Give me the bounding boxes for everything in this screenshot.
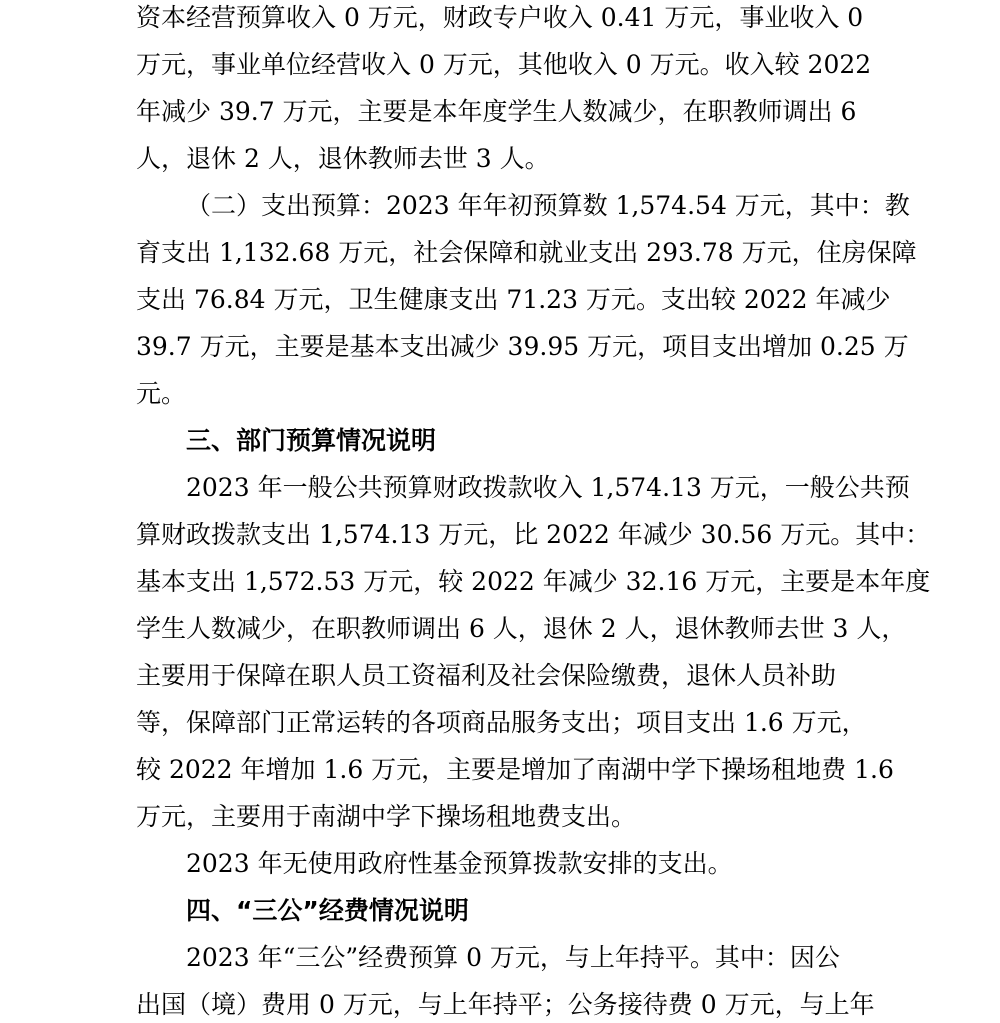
section-heading: 四、“三公”经费情况说明 [186, 896, 469, 925]
paragraph-line: 等，保障部门正常运转的各项商品服务支出；项目支出 1.6 万元， [136, 708, 867, 737]
paragraph-line: 出国（境）费用 0 万元，与上年持平；公务接待费 0 万元，与上年 [136, 990, 875, 1019]
paragraph-line: 主要用于保障在职人员工资福利及社会保险缴费，退休人员补助 [136, 661, 837, 690]
paragraph-line: 育支出 1,132.68 万元，社会保障和就业支出 293.78 万元，住房保障 [136, 238, 917, 267]
paragraph-line: 学生人数减少，在职教师调出 6 人，退休 2 人，退休教师去世 3 人， [136, 614, 907, 643]
paragraph-line: 基本支出 1,572.53 万元，较 2022 年减少 32.16 万元，主要是本年度 [136, 567, 931, 596]
paragraph-line: 资本经营预算收入 0 万元，财政专户收入 0.41 万元，事业收入 0 [136, 3, 864, 32]
paragraph-line: 人，退休 2 人，退休教师去世 3 人。 [136, 144, 550, 173]
paragraph-line: 年减少 39.7 万元，主要是本年度学生人数减少，在职教师调出 6 [136, 97, 857, 126]
paragraph-line: 万元，主要用于南湖中学下操场租地费支出。 [136, 802, 637, 831]
paragraph-line: 支出 76.84 万元，卫生健康支出 71.23 万元。支出较 2022 年减少 [136, 285, 891, 314]
paragraph-line: 较 2022 年增加 1.6 万元，主要是增加了南湖中学下操场租地费 1.6 [136, 755, 894, 784]
paragraph-line: 算财政拨款支出 1,574.13 万元，比 2022 年减少 30.56 万元。其中： [136, 520, 931, 549]
paragraph-line: 2023 年一般公共预算财政拨款收入 1,574.13 万元，一般公共预 [186, 473, 910, 502]
paragraph-line: 2023 年“三公”经费预算 0 万元，与上年持平。其中：因公 [186, 943, 840, 972]
paragraph-line: （二）支出预算：2023 年年初预算数 1,574.54 万元，其中：教 [186, 191, 910, 220]
paragraph-line: 39.7 万元，主要是基本支出减少 39.95 万元，项目支出增加 0.25 万 [136, 332, 909, 361]
paragraph-line: 万元，事业单位经营收入 0 万元，其他收入 0 万元。收入较 2022 [136, 50, 872, 79]
paragraph-line: 2023 年无使用政府性基金预算拨款安排的支出。 [186, 849, 733, 878]
paragraph-line: 元。 [136, 379, 187, 408]
section-heading: 三、部门预算情况说明 [186, 426, 437, 455]
